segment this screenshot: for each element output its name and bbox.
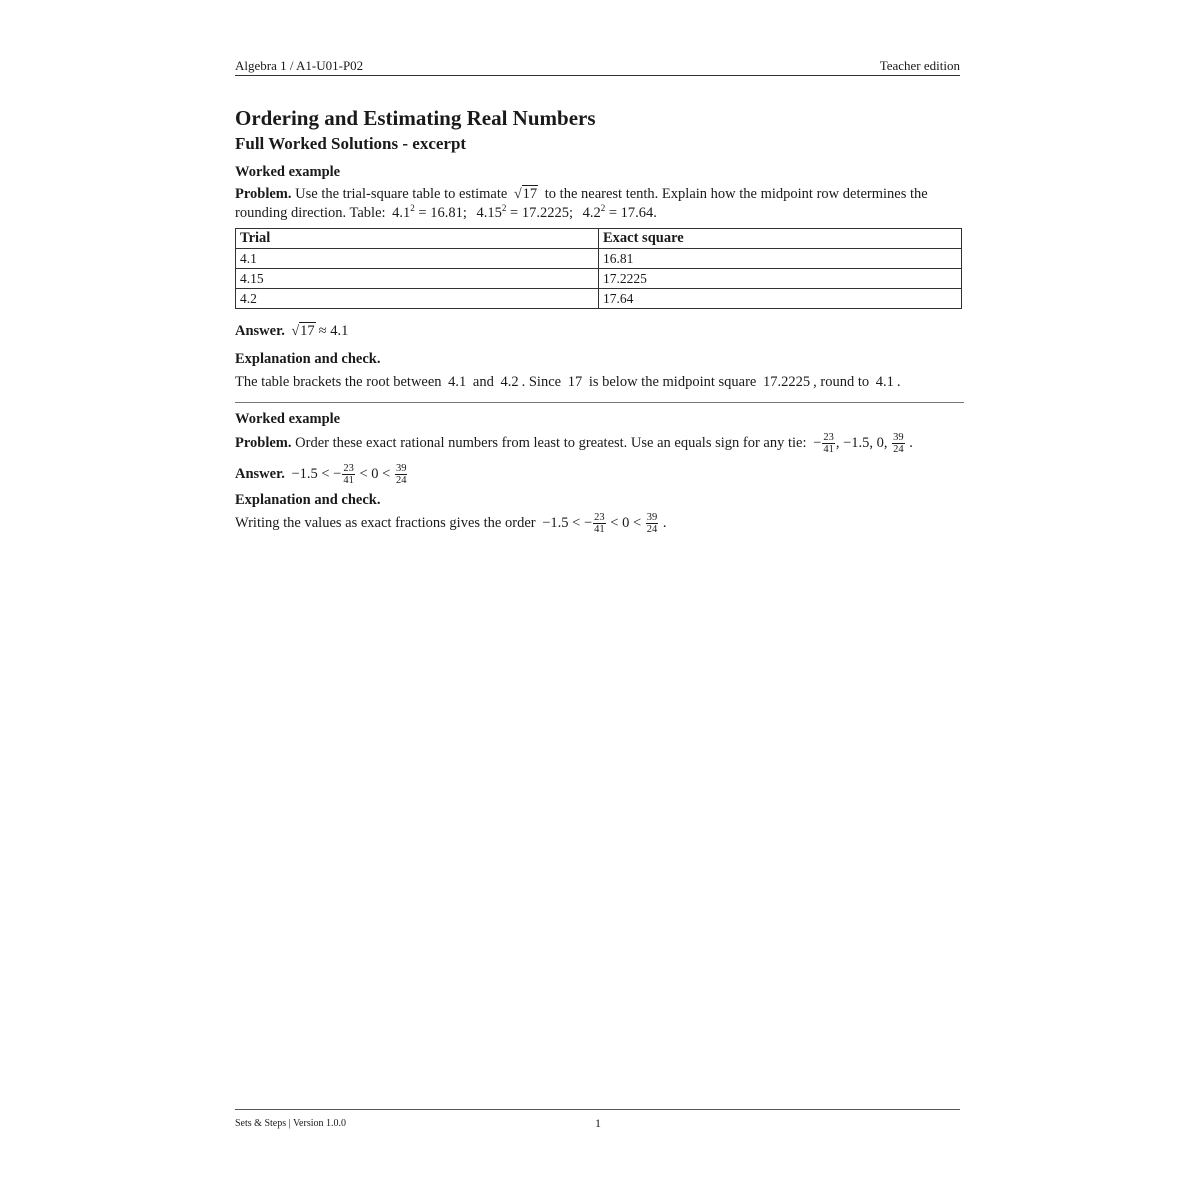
answer-label: Answer. <box>235 465 285 482</box>
table-cell: 16.81 <box>599 249 962 269</box>
sqrt-expression: √17 <box>513 186 538 202</box>
table-cell: 17.2225 <box>599 269 962 289</box>
example-heading: Worked example <box>235 164 341 180</box>
table-row <box>236 269 962 289</box>
page-subtitle: Full Worked Solutions - excerpt <box>235 134 467 153</box>
footer-version-label: Sets & Steps | Version 1.0.0 <box>235 1118 346 1129</box>
trial-square-table <box>235 228 962 309</box>
answer-line <box>235 322 964 341</box>
worked-example-1 <box>235 162 964 391</box>
problem-statement <box>235 185 964 222</box>
problem-text: Use the trial-square table to estimate <box>295 186 508 202</box>
problem-label: Problem. <box>235 186 292 202</box>
table-fact: $4.2^2 = 17.64$. <box>582 203 657 221</box>
table-row <box>236 249 962 269</box>
number-list: − $\frac{23}{41}$ , −1.5, 0, $\frac{39}{24}$ . <box>813 432 913 455</box>
running-header <box>235 58 960 76</box>
problem-label: Problem. <box>235 434 292 451</box>
explanation-heading: Explanation and check. <box>235 492 381 508</box>
worked-example-2 <box>235 409 964 535</box>
header-edition-label: Teacher edition <box>879 58 960 73</box>
page-title: Ordering and Estimating Real Numbers <box>235 106 596 130</box>
explanation-ordering: −1.5 < − $\frac{23}{41}$ < 0 < $\frac{39}{24}$ . <box>542 512 667 535</box>
explanation-text: Writing the values as exact fractions gives the order −1.5 < − $\frac{23}{41}$ < 0 < $\frac{39}{24}$ . <box>235 512 667 535</box>
answer-value: 4.1 <box>330 323 349 339</box>
answer-line <box>235 463 964 486</box>
page-number: 1 <box>595 1116 601 1130</box>
table-header-cell: Trial <box>236 229 599 249</box>
table-cell: 17.64 <box>599 289 962 309</box>
table-cell: 4.1 <box>236 249 599 269</box>
problem-text: Order these exact rational numbers from least to greatest. Use an equals sign for any tie: <box>295 434 807 451</box>
table-header-cell: Exact square <box>599 229 962 249</box>
table-cell: 4.15 <box>236 269 599 289</box>
table-fact: $4.1^2 = 16.81$; <box>392 203 467 221</box>
problem-text: to the nearest tenth. Explain how the midpoint row determines the rounding direction. Table: <box>235 186 928 221</box>
page-footer <box>235 1109 960 1136</box>
section-divider <box>235 402 964 403</box>
table-fact: $4.15^2 = 17.2225$; <box>476 203 573 221</box>
example-heading: Worked example <box>235 411 341 427</box>
explanation-text: The table brackets the root between 4.1 and 4.2 . Since 17 is below the midpoint square 17.2225 , round to 4.1 . <box>235 374 901 390</box>
problem-statement <box>235 432 964 455</box>
explanation-heading: Explanation and check. <box>235 351 381 367</box>
document-body <box>235 104 964 535</box>
approx-symbol: ≈ <box>318 323 327 339</box>
answer-label: Answer. <box>235 323 285 339</box>
header-course-label: Algebra 1 / A1-U01-P02 <box>235 58 364 73</box>
table-cell: 4.2 <box>236 289 599 309</box>
sqrt-expression: √17 <box>291 323 315 339</box>
table-row <box>236 289 962 309</box>
answer-ordering: −1.5 < − $\frac{23}{41}$ < 0 < $\frac{39}{24}$ <box>291 463 407 486</box>
table-header-row <box>236 229 962 249</box>
